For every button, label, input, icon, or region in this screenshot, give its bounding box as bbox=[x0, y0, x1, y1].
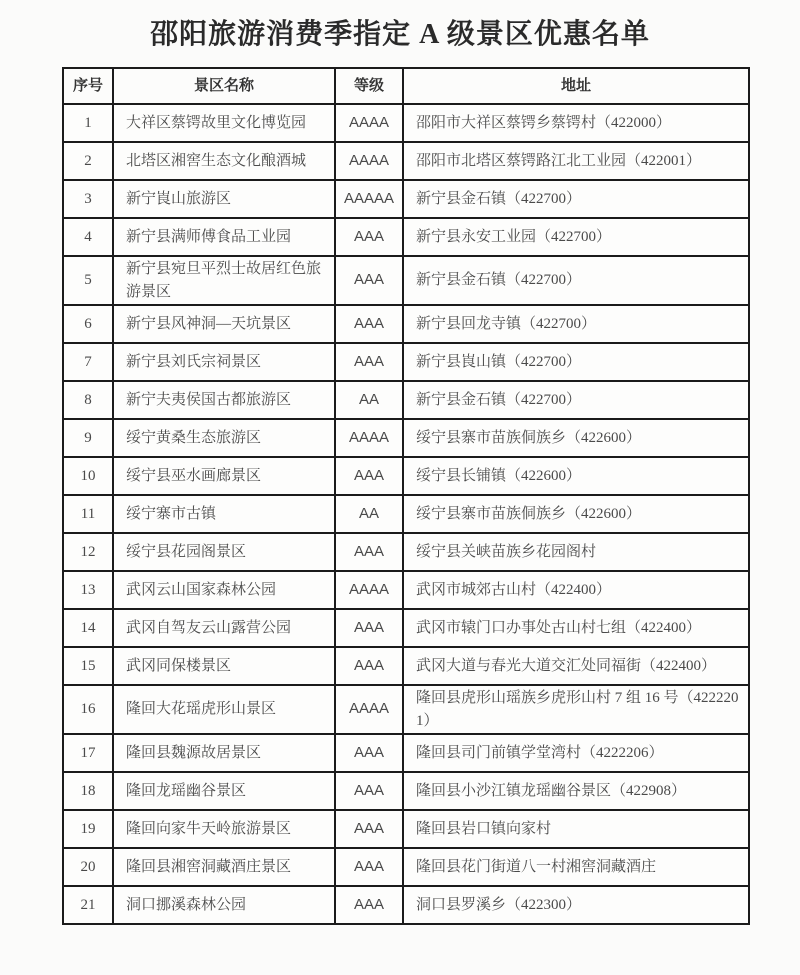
cell-serial-number: 17 bbox=[63, 734, 113, 772]
cell-grade: AAA bbox=[335, 533, 403, 571]
cell-address: 新宁县金石镇（422700） bbox=[403, 256, 749, 305]
cell-serial-number: 3 bbox=[63, 180, 113, 218]
table-header-row bbox=[63, 68, 749, 104]
cell-grade: AAA bbox=[335, 848, 403, 886]
table-row bbox=[63, 571, 749, 609]
cell-serial-number: 13 bbox=[63, 571, 113, 609]
cell-scenic-area-name: 新宁县风神洞—天坑景区 bbox=[113, 305, 335, 343]
cell-scenic-area-name: 绥宁县花园阁景区 bbox=[113, 533, 335, 571]
cell-serial-number: 8 bbox=[63, 381, 113, 419]
cell-serial-number: 12 bbox=[63, 533, 113, 571]
cell-serial-number: 19 bbox=[63, 810, 113, 848]
cell-scenic-area-name: 大祥区蔡锷故里文化博览园 bbox=[113, 104, 335, 142]
cell-address: 隆回县司门前镇学堂湾村（4222206） bbox=[403, 734, 749, 772]
cell-address: 武冈大道与春光大道交汇处同福街（422400） bbox=[403, 647, 749, 685]
cell-scenic-area-name: 隆回大花瑶虎形山景区 bbox=[113, 685, 335, 734]
cell-scenic-area-name: 新宁崀山旅游区 bbox=[113, 180, 335, 218]
cell-serial-number: 4 bbox=[63, 218, 113, 256]
table-row bbox=[63, 343, 749, 381]
cell-serial-number: 18 bbox=[63, 772, 113, 810]
cell-address: 绥宁县长铺镇（422600） bbox=[403, 457, 749, 495]
table-row bbox=[63, 256, 749, 305]
cell-serial-number: 11 bbox=[63, 495, 113, 533]
cell-grade: AAA bbox=[335, 647, 403, 685]
cell-serial-number: 9 bbox=[63, 419, 113, 457]
cell-scenic-area-name: 武冈自驾友云山露营公园 bbox=[113, 609, 335, 647]
cell-scenic-area-name: 新宁县宛旦平烈士故居红色旅游景区 bbox=[113, 256, 335, 305]
cell-serial-number: 1 bbox=[63, 104, 113, 142]
cell-address: 隆回县花门街道八一村湘窖洞藏酒庄 bbox=[403, 848, 749, 886]
cell-scenic-area-name: 新宁县刘氏宗祠景区 bbox=[113, 343, 335, 381]
header-scenic-area-name: 景区名称 bbox=[113, 68, 335, 104]
cell-serial-number: 5 bbox=[63, 256, 113, 305]
table-row bbox=[63, 810, 749, 848]
cell-grade: AAAA bbox=[335, 685, 403, 734]
cell-serial-number: 14 bbox=[63, 609, 113, 647]
cell-address: 邵阳市北塔区蔡锷路江北工业园（422001） bbox=[403, 142, 749, 180]
page-title: 邵阳旅游消费季指定 A 级景区优惠名单 bbox=[150, 19, 650, 50]
cell-grade: AA bbox=[335, 495, 403, 533]
header-address: 地址 bbox=[403, 68, 749, 104]
cell-scenic-area-name: 隆回龙瑶幽谷景区 bbox=[113, 772, 335, 810]
table-row bbox=[63, 609, 749, 647]
cell-address: 新宁县崀山镇（422700） bbox=[403, 343, 749, 381]
cell-grade: AAAA bbox=[335, 419, 403, 457]
cell-grade: AAA bbox=[335, 343, 403, 381]
cell-serial-number: 2 bbox=[63, 142, 113, 180]
cell-scenic-area-name: 隆回县魏源故居景区 bbox=[113, 734, 335, 772]
cell-address: 新宁县金石镇（422700） bbox=[403, 180, 749, 218]
scenic-area-table bbox=[62, 67, 750, 925]
table-row bbox=[63, 772, 749, 810]
cell-scenic-area-name: 新宁夫夷侯国古都旅游区 bbox=[113, 381, 335, 419]
table-row bbox=[63, 734, 749, 772]
cell-address: 隆回县虎形山瑶族乡虎形山村 7 组 16 号（4222201） bbox=[403, 685, 749, 734]
cell-serial-number: 20 bbox=[63, 848, 113, 886]
cell-address: 隆回县岩口镇向家村 bbox=[403, 810, 749, 848]
cell-grade: AA bbox=[335, 381, 403, 419]
table-row bbox=[63, 381, 749, 419]
cell-grade: AAA bbox=[335, 886, 403, 924]
table-row bbox=[63, 104, 749, 142]
cell-address: 洞口县罗溪乡（422300） bbox=[403, 886, 749, 924]
cell-scenic-area-name: 武冈云山国家森林公园 bbox=[113, 571, 335, 609]
cell-serial-number: 7 bbox=[63, 343, 113, 381]
cell-grade: AAA bbox=[335, 457, 403, 495]
cell-address: 邵阳市大祥区蔡锷乡蔡锷村（422000） bbox=[403, 104, 749, 142]
table-row bbox=[63, 457, 749, 495]
cell-grade: AAA bbox=[335, 609, 403, 647]
cell-serial-number: 21 bbox=[63, 886, 113, 924]
cell-scenic-area-name: 洞口挪溪森林公园 bbox=[113, 886, 335, 924]
table-row bbox=[63, 419, 749, 457]
table-row bbox=[63, 305, 749, 343]
table-row bbox=[63, 886, 749, 924]
cell-grade: AAA bbox=[335, 218, 403, 256]
cell-grade: AAAA bbox=[335, 104, 403, 142]
cell-address: 新宁县回龙寺镇（422700） bbox=[403, 305, 749, 343]
header-serial-number: 序号 bbox=[63, 68, 113, 104]
cell-address: 新宁县金石镇（422700） bbox=[403, 381, 749, 419]
cell-scenic-area-name: 北塔区湘窖生态文化酿酒城 bbox=[113, 142, 335, 180]
cell-scenic-area-name: 绥宁县巫水画廊景区 bbox=[113, 457, 335, 495]
header-grade: 等级 bbox=[335, 68, 403, 104]
cell-scenic-area-name: 隆回向家牛天岭旅游景区 bbox=[113, 810, 335, 848]
cell-grade: AAAA bbox=[335, 571, 403, 609]
cell-address: 隆回县小沙江镇龙瑶幽谷景区（422908） bbox=[403, 772, 749, 810]
cell-serial-number: 15 bbox=[63, 647, 113, 685]
cell-address: 武冈市辕门口办事处古山村七组（422400） bbox=[403, 609, 749, 647]
table-row bbox=[63, 533, 749, 571]
cell-address: 绥宁县寨市苗族侗族乡（422600） bbox=[403, 495, 749, 533]
cell-scenic-area-name: 武冈同保楼景区 bbox=[113, 647, 335, 685]
cell-scenic-area-name: 新宁县满师傅食品工业园 bbox=[113, 218, 335, 256]
table-row bbox=[63, 495, 749, 533]
table-row bbox=[63, 218, 749, 256]
cell-address: 新宁县永安工业园（422700） bbox=[403, 218, 749, 256]
cell-scenic-area-name: 绥宁寨市古镇 bbox=[113, 495, 335, 533]
cell-serial-number: 6 bbox=[63, 305, 113, 343]
table-row bbox=[63, 142, 749, 180]
cell-address: 武冈市城郊古山村（422400） bbox=[403, 571, 749, 609]
table-row bbox=[63, 685, 749, 734]
cell-grade: AAA bbox=[335, 256, 403, 305]
cell-serial-number: 10 bbox=[63, 457, 113, 495]
table-row bbox=[63, 647, 749, 685]
cell-grade: AAAAA bbox=[335, 180, 403, 218]
cell-scenic-area-name: 绥宁黄桑生态旅游区 bbox=[113, 419, 335, 457]
cell-grade: AAAA bbox=[335, 142, 403, 180]
cell-grade: AAA bbox=[335, 734, 403, 772]
cell-grade: AAA bbox=[335, 810, 403, 848]
table-row bbox=[63, 848, 749, 886]
cell-scenic-area-name: 隆回县湘窖洞藏酒庄景区 bbox=[113, 848, 335, 886]
table-row bbox=[63, 180, 749, 218]
cell-grade: AAA bbox=[335, 772, 403, 810]
cell-grade: AAA bbox=[335, 305, 403, 343]
cell-address: 绥宁县寨市苗族侗族乡（422600） bbox=[403, 419, 749, 457]
cell-address: 绥宁县关峡苗族乡花园阁村 bbox=[403, 533, 749, 571]
cell-serial-number: 16 bbox=[63, 685, 113, 734]
